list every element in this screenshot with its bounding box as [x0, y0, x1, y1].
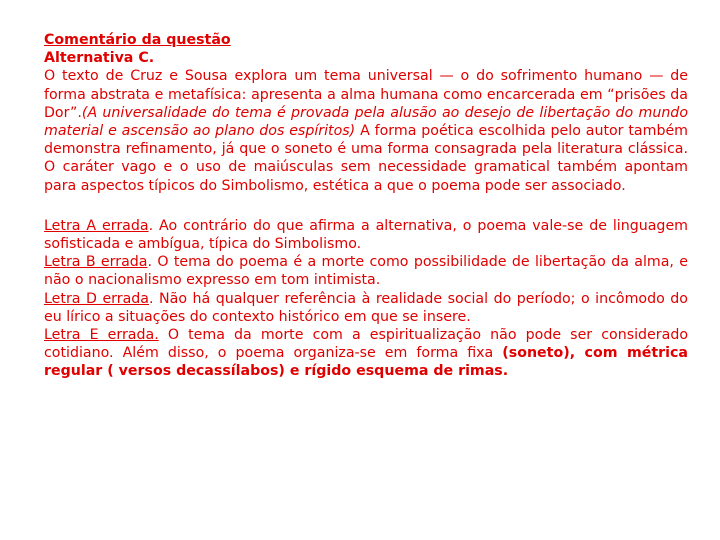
- spacer: [44, 195, 688, 217]
- alternative-b-text: O tema do poema é a morte como possibilidade de libertação da alma, e não o nacionalismo expresso em tom intimista.: [44, 254, 688, 289]
- alternative-b: [44, 253, 688, 289]
- alternative-b-sep: .: [147, 254, 152, 271]
- alternative-e: [44, 326, 688, 381]
- answer-line: [44, 49, 688, 67]
- comment-title: Comentário da questão: [44, 32, 231, 48]
- alternative-d-text: Não há qualquer referência à realidade social do período; o incômodo do eu lírico a situações do contexto histórico em que se insere.: [44, 290, 688, 325]
- alternative-a-sep: .: [148, 217, 154, 234]
- correct-answer: Alternativa C.: [44, 50, 155, 67]
- alternative-d-sep: .: [148, 290, 154, 307]
- question-comment-title: [44, 31, 688, 49]
- document-body: [44, 31, 688, 381]
- alternative-a-text: Ao contrário do que afirma a alternativa, o poema vale-se de linguagem sofisticada e ambígua, típica do Simbolismo.: [44, 217, 688, 253]
- alternative-a-label: Letra A errada: [44, 217, 149, 234]
- commentary-italic-note: (A universalidade do tema é provada pela alusão ao desejo de libertação do mundo material e ascensão ao plano dos espíritos): [44, 104, 688, 140]
- alternative-e-label: Letra E errada.: [44, 327, 159, 344]
- alternative-a: [44, 217, 688, 253]
- alternative-e-bold-text: (soneto), com métrica regular ( versos decassílabos) e rígido esquema de rimas.: [44, 345, 688, 380]
- alternative-d-label: Letra D errada: [44, 290, 149, 307]
- alternative-e-text: O tema da morte com a espiritualização não pode ser considerado cotidiano. Além disso, o poema organiza-se em forma fixa: [44, 327, 688, 362]
- alternative-d: [44, 290, 688, 326]
- commentary-paragraph: [44, 67, 688, 194]
- commentary-rest: A forma poética escolhida pelo autor também demonstra refinamento, já que o soneto é uma forma consagrada pela literatura clássica. O caráter vago e o uso de maiúsculas sem necessidade gramatical também apontam para aspectos típicos do Simbolismo, estética a que o poema pode ser associado.: [44, 123, 689, 194]
- commentary-intro: O texto de Cruz e Sousa explora um tema universal — o do sofrimento humano — de forma abstrata e metafísica: apresenta a alma humana como encarcerada em “prisões da Dor”.: [44, 68, 688, 121]
- alternative-b-label: Letra B errada: [44, 254, 148, 271]
